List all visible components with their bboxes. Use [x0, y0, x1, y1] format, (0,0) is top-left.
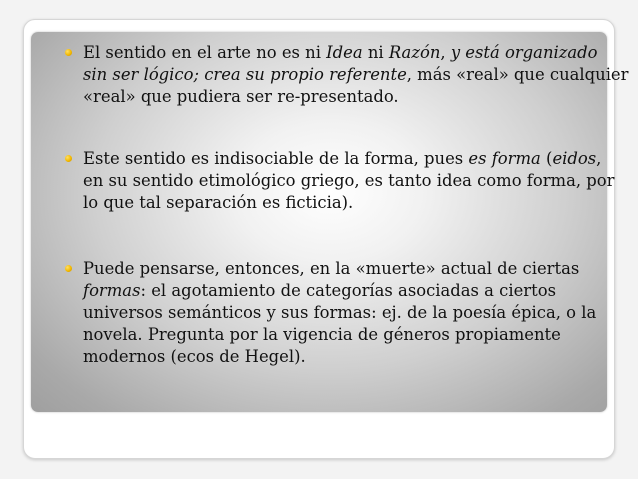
- text-line: [83, 258, 603, 280]
- content-panel: [31, 32, 629, 412]
- bullet-text: [83, 258, 603, 368]
- text-line: [83, 64, 629, 86]
- text-run: El sentido en el arte no es ni: [83, 43, 327, 62]
- text-line: [83, 192, 603, 214]
- text-line: [83, 86, 603, 108]
- text-run: modernos (ecos de Hegel).: [83, 347, 306, 366]
- text-line: [83, 346, 603, 368]
- bullet-dot-icon: [65, 265, 72, 272]
- text-line: [83, 148, 603, 170]
- text-line: [83, 302, 603, 324]
- text-run: , más «real» que cualquier: [406, 65, 629, 84]
- text-run-italic: es forma: [468, 149, 541, 168]
- text-run-italic: eidos: [552, 149, 597, 168]
- text-line: [83, 280, 603, 302]
- text-run-italic: Razón: [388, 43, 441, 62]
- text-run: en su sentido etimológico griego, es tanto idea como forma, por: [83, 171, 615, 190]
- bullet-dot-icon: [65, 49, 72, 56]
- text-run: : el agotamiento de categorías asociadas a ciertos: [140, 281, 556, 300]
- bullet-text: [83, 148, 615, 214]
- text-run: «real» que pudiera ser re-presentado.: [83, 87, 399, 106]
- text-run: ni: [362, 43, 389, 62]
- text-run: lo que tal separación es ficticia).: [83, 193, 354, 212]
- text-run: Este sentido es indisociable de la forma, pues: [83, 149, 469, 168]
- text-run-italic: sin ser lógico; crea su propio referente: [83, 65, 407, 84]
- text-run-italic: y está organizado: [450, 43, 598, 62]
- text-run: ,: [440, 43, 451, 62]
- bullet-dot-icon: [65, 155, 72, 162]
- text-line: [83, 42, 603, 64]
- text-line: [83, 324, 603, 346]
- bullet-text: [83, 42, 629, 108]
- text-run: (: [540, 149, 553, 168]
- text-run-italic: formas: [83, 281, 141, 300]
- text-run: universos semánticos y sus formas: ej. de la poesía épica, o la: [83, 303, 597, 322]
- text-line: [83, 170, 615, 192]
- text-run: novela. Pregunta por la vigencia de géneros propiamente: [83, 325, 561, 344]
- text-run-italic: Idea: [326, 43, 363, 62]
- text-run: Puede pensarse, entonces, en la «muerte» actual de ciertas: [83, 259, 580, 278]
- text-run: ,: [596, 149, 602, 168]
